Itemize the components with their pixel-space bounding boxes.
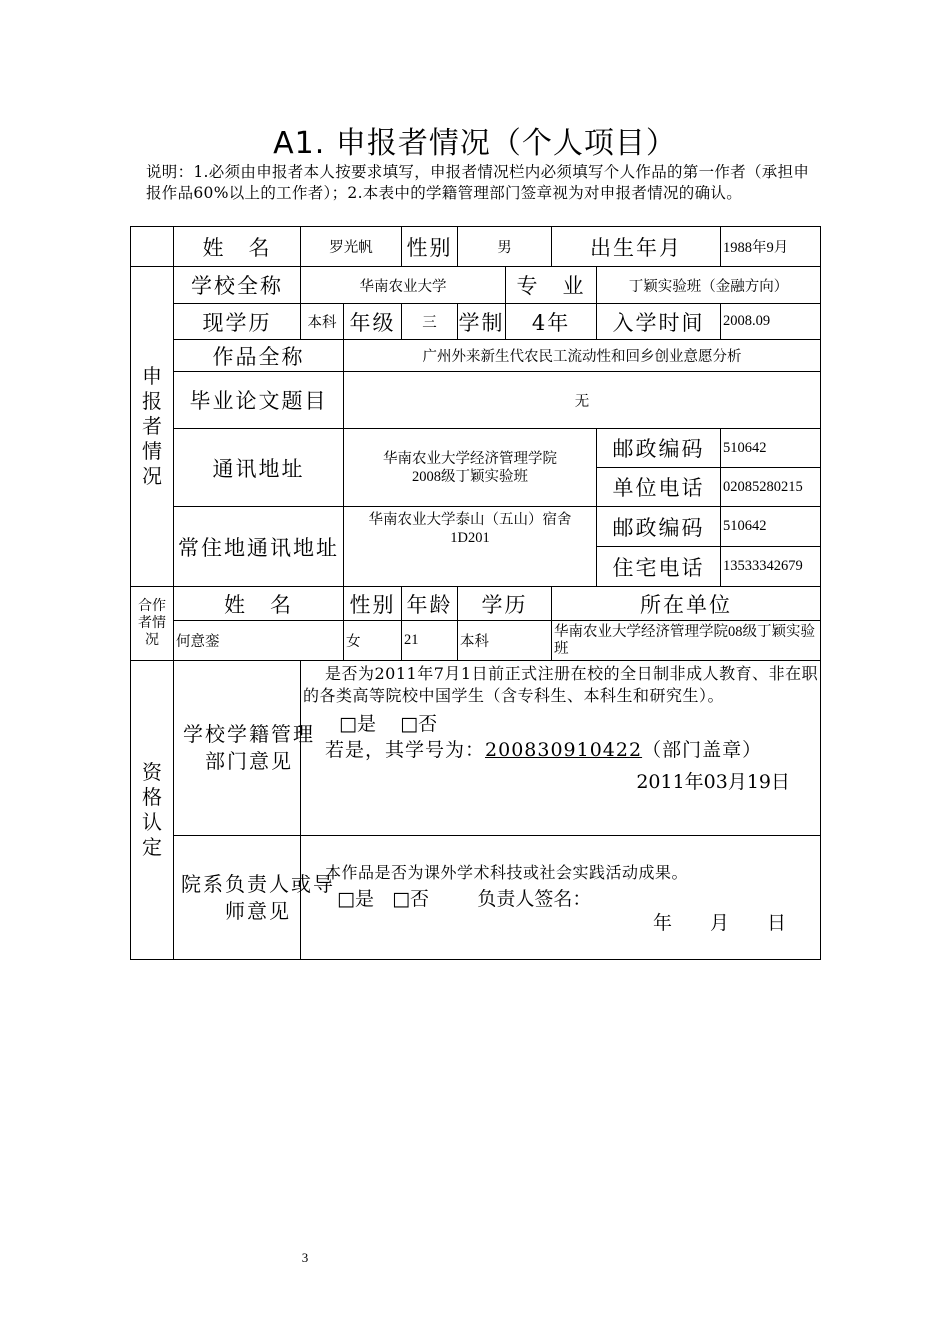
coauthor-gender-value: 女 [344, 621, 402, 661]
qualification-section-label [131, 661, 174, 960]
coauthor-section-label [131, 587, 174, 661]
dept-opinion-label [174, 661, 315, 836]
coauthor-edu-label: 学历 [458, 587, 552, 621]
home-address-value [344, 507, 597, 587]
postcode-value: 510642 [721, 429, 821, 468]
address-line2: 2008级丁颖实验班 [412, 468, 529, 485]
advisor-opinion-content [301, 836, 821, 960]
page-title: A1. 申报者情况（个人项目） [273, 126, 677, 161]
gender-value: 男 [458, 227, 552, 267]
page-number: 3 [301, 1250, 309, 1265]
major-label: 专 业 [506, 267, 597, 304]
applicant-form [130, 226, 821, 960]
dept-yes-checkbox[interactable]: □是 [339, 713, 376, 735]
gender-label: 性别 [402, 227, 458, 267]
enrollment-value: 2008.09 [721, 304, 821, 340]
education-value: 本科 [301, 304, 344, 340]
home-postcode-value: 510642 [721, 507, 821, 547]
blank-cell [131, 227, 174, 267]
coauthor-unit-label: 所在单位 [552, 587, 821, 621]
qualification-section-text: 资格认定 [142, 760, 162, 859]
dept-opinion-text: 学校学籍管理部门意见 [183, 722, 315, 773]
work-title-value: 广州外来新生代农民工流动性和回乡创业意愿分析 [344, 340, 821, 372]
home-address-label: 常住地通讯地址 [174, 507, 344, 587]
student-id-prefix: 若是，其学号为： [325, 739, 486, 761]
coauthor-name-value: 何意銮 [174, 621, 344, 661]
work-phone-label: 单位电话 [597, 468, 721, 507]
coauthor-section-text: 合作者情况 [138, 598, 166, 648]
coauthor-gender-label: 性别 [344, 587, 402, 621]
name-label: 姓 名 [174, 227, 301, 267]
student-id-line [303, 737, 820, 763]
coauthor-edu-value: 本科 [458, 621, 552, 661]
birth-label: 出生年月 [552, 227, 721, 267]
postcode-label: 邮政编码 [597, 429, 721, 468]
address-line1: 华南农业大学经济管理学院 [383, 450, 558, 467]
advisor-no-checkbox[interactable]: □否 [392, 888, 430, 910]
name-value: 罗光帆 [301, 227, 402, 267]
home-address-line2: 1D201 [450, 530, 490, 546]
advisor-yes-checkbox[interactable]: □是 [337, 888, 374, 910]
coauthor-name-label: 姓 名 [174, 587, 344, 621]
grade-label: 年级 [344, 304, 402, 340]
applicant-section-label [131, 267, 174, 587]
advisor-opinion-label [174, 836, 335, 960]
advisor-opinion-text: 院系负责人或导师意见 [181, 871, 335, 923]
coauthor-age-value: 21 [402, 621, 458, 661]
thesis-label: 毕业论文题目 [174, 372, 344, 429]
enrollment-label: 入学时间 [597, 304, 721, 340]
work-phone-value: 02085280215 [721, 468, 821, 507]
school-label: 学校全称 [174, 267, 301, 304]
dept-opinion-content [301, 661, 821, 836]
coauthor-unit-value: 华南农业大学经济管理学院08级丁颖实验班 [552, 621, 821, 661]
dept-question: 是否为2011年7月1日前正式注册在校的全日制非成人教育、非在职的各类高等院校中国学生（含专科生、本科生和研究生）。 [303, 664, 819, 705]
duration-value: 4年 [506, 304, 597, 340]
home-phone-value: 13533342679 [721, 547, 821, 587]
student-id-suffix: （部门盖章） [642, 739, 763, 761]
sign-label: 负责人签名： [477, 888, 592, 910]
home-phone-label: 住宅电话 [597, 547, 721, 587]
school-value: 华南农业大学 [301, 267, 506, 304]
duration-label: 学制 [458, 304, 506, 340]
home-address-line1: 华南农业大学泰山（五山）宿舍 [368, 512, 572, 528]
coauthor-age-label: 年龄 [402, 587, 458, 621]
education-label: 现学历 [174, 304, 301, 340]
advisor-question: 本作品是否为课外学术科技或社会实践活动成果。 [325, 863, 689, 882]
grade-value: 三 [402, 304, 458, 340]
home-postcode-label: 邮政编码 [597, 507, 721, 547]
birth-value: 1988年9月 [721, 227, 821, 267]
advisor-date: 年 月 日 [653, 912, 787, 934]
advisor-choice [301, 888, 820, 910]
student-id-value: 200830910422 [485, 739, 643, 761]
dept-choice [303, 713, 820, 735]
applicant-section-text: 申报者情况 [142, 364, 162, 488]
instructions-note: 说明：1.必须由申报者本人按要求填写，申报者情况栏内必须填写个人作品的第一作者（承担申报作品60%以上的工作者）；2.本表中的学籍管理部门签章视为对申报者情况的确认。 [146, 163, 810, 202]
major-value: 丁颖实验班（金融方向） [597, 267, 821, 304]
dept-date: 2011年03月19日 [636, 771, 791, 793]
address-label: 通讯地址 [174, 429, 344, 507]
thesis-value: 无 [344, 372, 821, 429]
address-value [344, 429, 597, 507]
work-title-label: 作品全称 [174, 340, 344, 372]
dept-no-checkbox[interactable]: □否 [400, 713, 438, 735]
